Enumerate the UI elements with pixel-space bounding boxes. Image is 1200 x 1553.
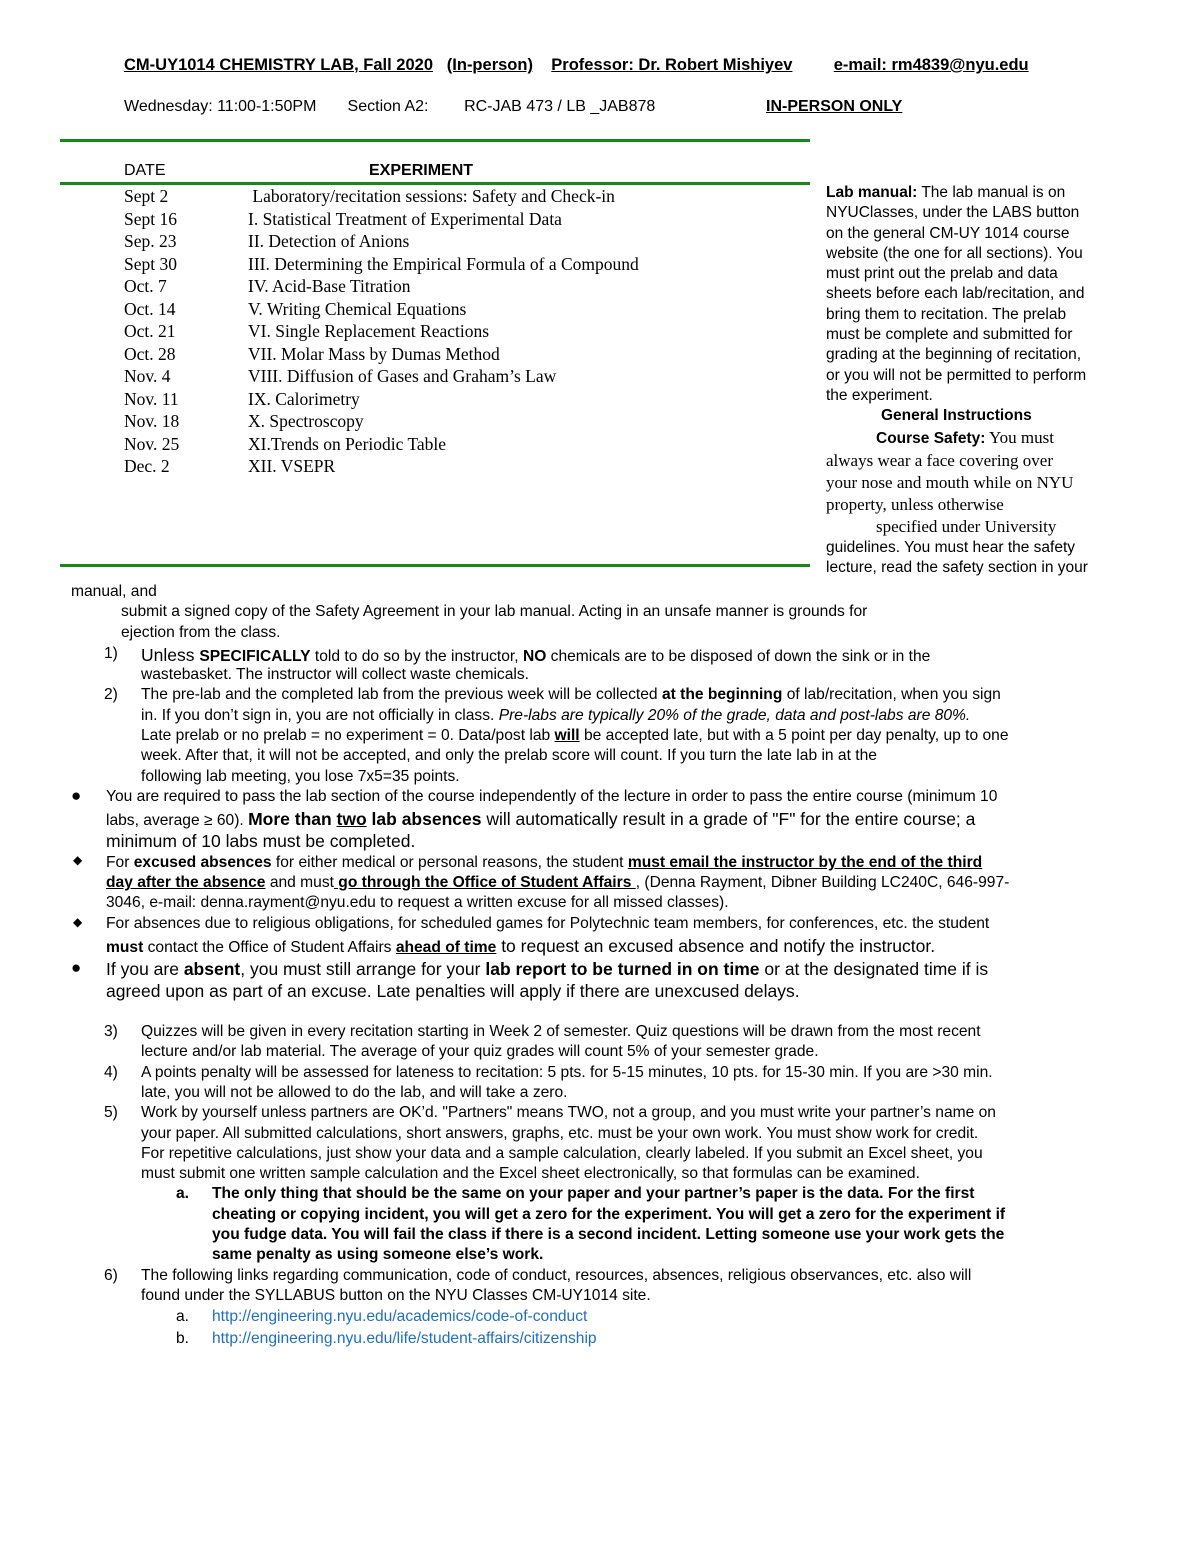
schedule-row: Sep. 23 II. Detection of Anions (124, 231, 410, 251)
instruction-item: A points penalty will be assessed for lateness to recitation: 5 pts. for 5-15 minutes, 10 pts. for 15-30 min. If you are >30 min. (141, 1064, 993, 1081)
item-number: 1) (104, 645, 118, 662)
lab-manual-label: Lab manual: (826, 184, 918, 201)
in-person-badge: IN-PERSON ONLY (766, 98, 903, 115)
bullet-icon: ◆ (73, 915, 83, 929)
sub-item-letter: b. (176, 1330, 190, 1347)
schedule-row: Sept 16 I. Statistical Treatment of Experimental Data (124, 208, 562, 229)
sub-item-letter: a. (176, 1308, 190, 1325)
schedule-row: Nov. 25 XI.Trends on Periodic Table (124, 433, 447, 454)
schedule-row: Nov. 4 VIII. Diffusion of Gases and Graham’s Law (124, 366, 557, 386)
meeting-time: Wednesday: 11:00-1:50PM (124, 98, 317, 115)
schedule-row: Oct. 7 IV. Acid-Base Titration (124, 276, 411, 296)
schedule-row: Oct. 21 VI. Single Replacement Reactions (124, 321, 490, 341)
room-info: RC-JAB 473 / LB _JAB878 (464, 98, 656, 115)
schedule-row: Sept 30 III. Determining the Empirical Formula of a Compound (124, 253, 639, 274)
col-date: DATE (124, 162, 166, 179)
section-info (124, 98, 903, 116)
schedule-header (124, 162, 474, 180)
divider-bottom (60, 564, 810, 567)
bullet-item: You are required to pass the lab section of the course independently of the lecture in order to pass the entire course (minimum 10 (106, 788, 998, 805)
course-header (124, 56, 1029, 75)
instruction-item: The pre-lab and the completed lab from the previous week will be collected at the beginning of lab/recitation, when you sign (141, 686, 1001, 703)
bullet-icon: ● (71, 958, 82, 977)
item-number: 6) (104, 1267, 118, 1284)
bullet-icon: ● (71, 786, 82, 805)
professor-email: e-mail: rm4839@nyu.edu (833, 56, 1029, 74)
item-number: 5) (104, 1104, 118, 1121)
code-of-conduct-link[interactable]: http://engineering.nyu.edu/academics/code-of-conduct (212, 1308, 588, 1325)
bullet-item: For absences due to religious obligations, for scheduled games for Polytechnic team members, for conferences, etc. the student (106, 915, 990, 932)
bullet-item: If you are absent, you must still arrange for your lab report to be turned in on time or at the designated time if is (106, 959, 989, 979)
schedule-row: Oct. 14 V. Writing Chemical Equations (124, 298, 467, 319)
professor-name: Professor: Dr. Robert Mishiyev (551, 56, 793, 74)
col-experiment: EXPERIMENT (369, 162, 474, 179)
instruction-item: Work by yourself unless partners are OK’d. "Partners" means TWO, not a group, and you must write your partner’s name on (141, 1104, 996, 1121)
schedule-row: Sept 2 Laboratory/recitation sessions: Safety and Check-in (124, 186, 615, 206)
sub-item: The only thing that should be the same on your paper and your partner’s paper is the data. For the first (212, 1185, 975, 1202)
course-mode: (In-person) (446, 56, 533, 74)
schedule-row: Nov. 11 IX. Calorimetry (124, 388, 360, 409)
item-number: 3) (104, 1023, 118, 1040)
bullet-icon: ◆ (73, 853, 83, 867)
item-number: 4) (104, 1064, 118, 1081)
divider-top (60, 139, 810, 142)
instruction-item: Unless SPECIFICALLY told to do so by the instructor, NO chemicals are to be disposed of down the sink or in the (141, 645, 931, 665)
general-instructions-heading: General Instructions (881, 407, 1032, 425)
section-label: Section A2: (347, 98, 429, 115)
instruction-item: The following links regarding communication, code of conduct, resources, absences, religious observances, etc. also will (141, 1267, 972, 1284)
schedule-row: Oct. 28 VII. Molar Mass by Dumas Method (124, 343, 500, 364)
instruction-item: Quizzes will be given in every recitation starting in Week 2 of semester. Quiz questions will be drawn from the most recent (141, 1023, 981, 1040)
citizenship-link[interactable]: http://engineering.nyu.edu/life/student-affairs/citizenship (212, 1330, 597, 1347)
lab-manual-sidebar: Lab manual: The lab manual is on NYUClasses, under the LABS button on the general CM-UY 1014 course website (the one for all sections). You must print out the prelab and data sheets before each lab/recitation, and bring them to recitation. The prelab must be complete and submitted for grading at the beginning of recitation, or you will not be permitted to perform the experiment. General Instructions Course Safety: You must always wear a face covering over your nose and mouth while on NYU property, unless otherwise specified under University guidelines. You must hear the safety lecture, read the safety section in your (826, 183, 1132, 578)
schedule-row: Dec. 2 XII. VSEPR (124, 456, 336, 476)
item-number: 2) (104, 686, 118, 703)
bullet-item: For excused absences for either medical or personal reasons, the student must email the instructor by the end of the third (106, 854, 983, 871)
sub-item-letter: a. (176, 1185, 190, 1202)
schedule-row: Nov. 18 X. Spectroscopy (124, 411, 364, 431)
course-safety-label: Course Safety: (876, 429, 986, 447)
course-title: CM-UY1014 CHEMISTRY LAB, Fall 2020 (124, 56, 434, 74)
